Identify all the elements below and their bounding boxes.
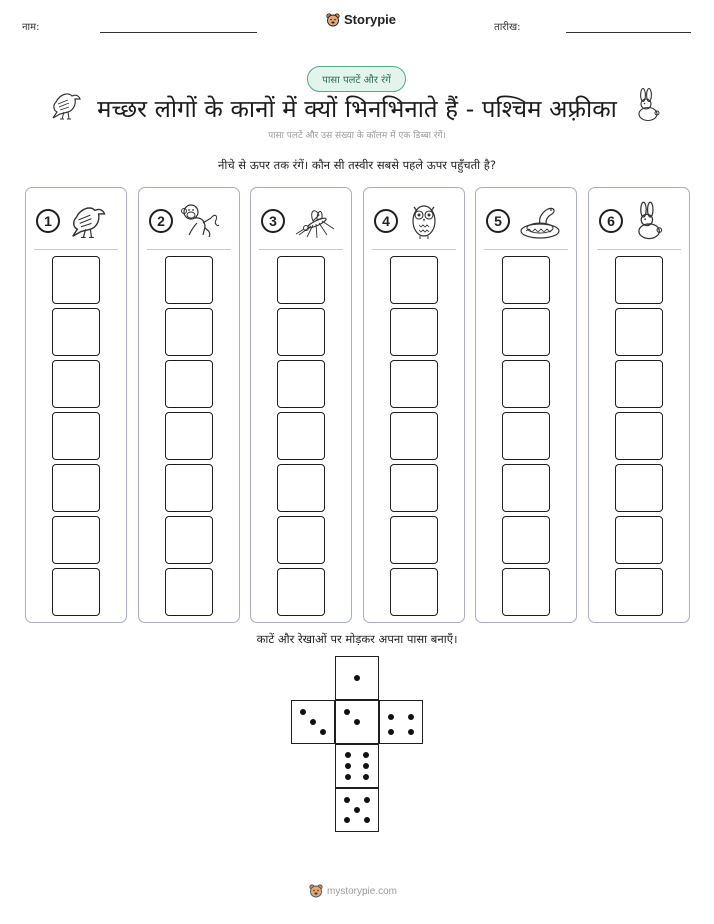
color-box[interactable] — [390, 308, 438, 356]
color-box[interactable] — [615, 412, 663, 460]
color-box[interactable] — [277, 464, 325, 512]
name-label: नाम: — [22, 22, 40, 33]
number-badge: 1 — [36, 209, 60, 233]
die-pip — [388, 729, 394, 735]
column-4 — [363, 187, 465, 623]
die-face-right — [379, 700, 423, 744]
owl-icon — [406, 201, 442, 241]
color-box[interactable] — [502, 412, 550, 460]
color-box[interactable] — [502, 360, 550, 408]
color-box[interactable] — [502, 568, 550, 616]
rabbit-icon — [632, 88, 662, 122]
subtitle: पासा पलटें और उस संख्या के कॉलम में एक डिब्बा रंगें। — [268, 131, 446, 141]
color-box[interactable] — [390, 256, 438, 304]
die-pip — [300, 709, 306, 715]
column-6 — [588, 187, 690, 623]
color-box[interactable] — [165, 256, 213, 304]
column-header — [149, 201, 233, 241]
color-box[interactable] — [52, 516, 100, 564]
column-3 — [250, 187, 352, 623]
die-pip — [344, 797, 350, 803]
bear-icon — [326, 13, 340, 27]
color-box[interactable] — [52, 360, 100, 408]
page-title: मच्छर लोगों के कानों में क्यों भिनभिनाते हैं - पश्चिम अफ़्रीका — [97, 95, 617, 123]
column-header — [261, 201, 345, 241]
die-face-bottom — [335, 788, 379, 832]
die-pip — [408, 714, 414, 720]
color-box[interactable] — [277, 308, 325, 356]
color-box[interactable] — [390, 516, 438, 564]
die-face-left — [291, 700, 335, 744]
column-header — [486, 201, 570, 241]
color-box[interactable] — [52, 256, 100, 304]
die-pip — [345, 752, 351, 758]
color-box[interactable] — [277, 360, 325, 408]
footer — [309, 884, 397, 898]
color-box[interactable] — [615, 464, 663, 512]
date-line[interactable] — [566, 32, 691, 33]
die-face-lower — [335, 744, 379, 788]
color-box[interactable] — [52, 568, 100, 616]
die-pip — [363, 774, 369, 780]
number-badge: 5 — [486, 209, 510, 233]
bird-icon — [68, 201, 108, 241]
color-box[interactable] — [277, 568, 325, 616]
color-box[interactable] — [615, 308, 663, 356]
name-line[interactable] — [100, 32, 257, 33]
brand-name: Storypie — [344, 12, 397, 27]
die-pip — [354, 675, 360, 681]
column-5 — [475, 187, 577, 623]
die-pip — [363, 763, 369, 769]
color-box[interactable] — [52, 412, 100, 460]
color-box[interactable] — [52, 308, 100, 356]
column-header — [374, 201, 458, 241]
die-face-top — [335, 656, 379, 700]
cut-instruction: काटें और रेखाओं पर मोड़कर अपना पासा बनाएँ। — [256, 632, 458, 646]
die-pip — [363, 752, 369, 758]
die-pip — [344, 709, 350, 715]
color-box[interactable] — [615, 568, 663, 616]
date-label: तारीख: — [494, 22, 521, 33]
die-face-center — [335, 700, 379, 744]
color-box[interactable] — [165, 464, 213, 512]
column-divider — [597, 249, 681, 250]
die-pip — [310, 719, 316, 725]
snake-icon — [518, 201, 562, 241]
column-header — [36, 201, 120, 241]
color-box[interactable] — [615, 360, 663, 408]
color-box[interactable] — [390, 412, 438, 460]
die-pip — [320, 729, 326, 735]
color-box[interactable] — [165, 516, 213, 564]
color-box[interactable] — [615, 256, 663, 304]
color-box[interactable] — [165, 568, 213, 616]
column-1 — [25, 187, 127, 623]
die-pip — [354, 719, 360, 725]
color-box[interactable] — [615, 516, 663, 564]
footer-link[interactable]: mystorypie.com — [327, 885, 398, 897]
color-box[interactable] — [390, 464, 438, 512]
brand-logo — [326, 12, 396, 27]
column-2 — [138, 187, 240, 623]
die-pip — [354, 807, 360, 813]
column-divider — [34, 249, 118, 250]
die-pip — [344, 817, 350, 823]
rabbit-icon — [631, 201, 665, 241]
instruction-text: नीचे से ऊपर तक रंगें। कौन सी तस्वीर सबसे पहले ऊपर पहुँचती है? — [217, 158, 497, 172]
number-badge: 6 — [599, 209, 623, 233]
color-box[interactable] — [165, 412, 213, 460]
column-divider — [259, 249, 343, 250]
column-divider — [484, 249, 568, 250]
mosquito-icon — [293, 201, 337, 241]
monkey-icon — [181, 201, 221, 241]
die-pip — [345, 763, 351, 769]
column-divider — [147, 249, 231, 250]
color-box[interactable] — [390, 360, 438, 408]
color-box[interactable] — [165, 360, 213, 408]
color-box[interactable] — [502, 464, 550, 512]
die-pip — [408, 729, 414, 735]
die-pip — [364, 797, 370, 803]
color-box[interactable] — [502, 256, 550, 304]
color-box[interactable] — [277, 412, 325, 460]
die-pip — [364, 817, 370, 823]
activity-badge: पासा पलटें और रंगें — [307, 66, 406, 92]
die-pip — [345, 774, 351, 780]
die-pip — [388, 714, 394, 720]
number-badge: 3 — [261, 209, 285, 233]
color-box[interactable] — [502, 308, 550, 356]
color-box[interactable] — [52, 464, 100, 512]
color-box[interactable] — [277, 256, 325, 304]
color-box[interactable] — [277, 516, 325, 564]
bear-icon — [309, 884, 323, 898]
column-header — [599, 201, 683, 241]
color-box[interactable] — [502, 516, 550, 564]
number-badge: 2 — [149, 209, 173, 233]
color-box[interactable] — [165, 308, 213, 356]
number-badge: 4 — [374, 209, 398, 233]
column-divider — [372, 249, 456, 250]
color-box[interactable] — [390, 568, 438, 616]
